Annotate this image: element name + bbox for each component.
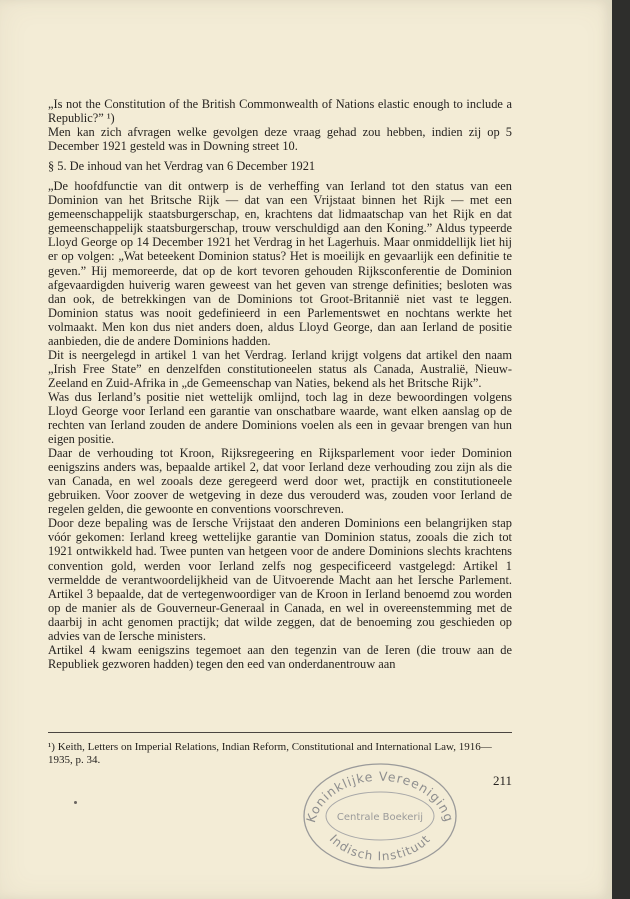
body-paragraph: Was dus Ierland’s positie niet wettelijk omlijnd, toch lag in deze bewoordingen volgens Lloyd George voor Ierland een garantie van onschatbare waarde, want elken aanslag op de rechten van Ierland zouden de andere Dominions voelen als een in gevaar brengen van hun eigen positie. (48, 389, 512, 447)
body-paragraph: Daar de verhouding tot Kroon, Rijksregeering en Rijksparlement voor ieder Dominion eenigszins anders was, bepaalde artikel 2, dat voor Ierland deze verhouding zou zijn als die van Canada, en wel zooals deze geregeerd werd door wet, practijk en constitutioneele gebruiken. Voor zoover de wetgeving in deze dus verouderd was, zouden voor Ierland de regelen gelden, die gewoonte en conventions voorschreven. (48, 446, 512, 517)
footnote: ¹) Keith, Letters on Imperial Relations, Indian Reform, Constitutional and International Law, 1916—1935, p. 34. (48, 741, 492, 766)
ink-speck (74, 801, 77, 804)
section-heading: § 5. De inhoud van het Verdrag van 6 December 1921 (48, 159, 316, 174)
body-paragraph: Artikel 4 kwam eenigszins tegemoet aan den tegenzin van de Ieren (die trouw aan de Republiek gezworen hadden) tegen den eed van onderdanentrouw aan (48, 642, 512, 671)
stamp-seal-icon (301, 760, 459, 870)
body-paragraph: Dit is neergelegd in artikel 1 van het Verdrag. Ierland krijgt volgens dat artikel den naam „Irish Free State” en denzelfden constitutioneelen status als Canada, Australië, Nieuw-Zeeland en Zuid-Afrika in „de Gemeenschap van Naties, bekend als het Britsche Rijk”. (48, 347, 512, 390)
body-paragraph: „De hoofdfunctie van dit ontwerp is de verheffing van Ierland tot den status van een Dominion van het Britsche Rijk — dat van een Vrijstaat binnen het Rijk — met een gemeenschappelijk staatsburgerschap, en, krachtens dat lidmaatschap van het Rijk en dat gemeenschappelijk staatsburgerschap, trouw verschuldigd aan den Koning.” Aldus typeerde Lloyd George op 14 December 1921 het Verdrag in het Lagerhuis. Maar onmiddellijk liet hij er op volgen: „Wat beteekent Dominion status? Het is moeilijk en gevaarlijk een definitie te geven.” Hij memoreerde, dat op de kort tevoren gehouden Rijksconferentie de Dominion afgevaardigden huiverig waren geweest van het geven van strenge definities; besloten was dan ook, de betrekkingen van de Dominions tot Groot-Britannië niet vast te leggen. Dominion status was nooit gedefinieerd in een Parlementswet en nochtans werkte het volmaakt. Men kon dus niet anders doen, aldus Lloyd George, dan aan Ierland de positie aanbieden, die de andere Dominions hadden. (48, 179, 512, 348)
body-paragraph: Men kan zich afvragen welke gevolgen deze vraag gehad zou hebben, indien zij op 5 December 1921 gesteld was in Downing street 10. (48, 125, 512, 154)
quote-paragraph: „Is not the Constitution of the British Commonwealth of Nations elastic enough to include a Republic?” ¹) (48, 97, 512, 126)
stamp-top-text: Koninklijke Vereeniging (303, 768, 457, 825)
stamp-bottom-text: Indisch Instituut (326, 831, 434, 864)
footnote-divider (48, 732, 512, 733)
body-text (48, 97, 512, 671)
page-number: 211 (492, 773, 512, 788)
stamp-center-text: Centrale Boekerij (336, 812, 424, 823)
body-paragraph: Door deze bepaling was de Iersche Vrijstaat den anderen Dominions een belangrijken stap vóór gekomen: Ierland kreeg wettelijke garantie van Dominion status, zooals die zich tot 1921 ontwikkeld had. Twee punten van hetgeen voor de andere Dominions slechts krachtens convention gold, werden voor Ierland zelfs nog gespecificeerd vastgelegd: Artikel 1 vermeldde de verantwoordelijkheid van de Uitvoerende Macht aan het Iersche Parlement. Artikel 3 bepaalde, dat de vertegenwoordiger van de Kroon in Ierland benoemd zou worden op de manier als de Gouverneur-Generaal in Canada, en wel in overeenstemming met de daarbij in acht genomen practijk; dat wilde zeggen, dat de benoeming zou geschieden op advies van de Iersche ministers. (48, 516, 512, 643)
library-stamp (301, 760, 459, 870)
svg-text:Indisch Instituut (327, 832, 434, 863)
page-edge-shadow (612, 0, 630, 899)
